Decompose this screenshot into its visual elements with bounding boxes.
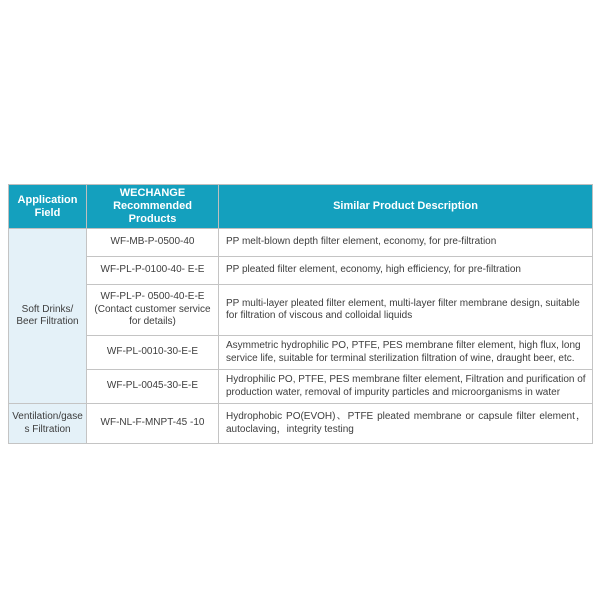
table-row bbox=[9, 257, 593, 285]
description-cell: Hydrophobic PO(EVOH)、PTFE pleated membrane or capsule filter element，autoclaving，integrity testing bbox=[219, 404, 593, 444]
product-code-cell: WF-MB-P-0500-40 bbox=[87, 229, 219, 257]
product-code-cell: WF-PL-P- 0500-40-E-E (Contact customer service for details) bbox=[87, 285, 219, 336]
product-code-cell: WF-PL-0010-30-E-E bbox=[87, 336, 219, 370]
table-row bbox=[9, 336, 593, 370]
description-cell: PP multi-layer pleated filter element, multi-layer filter membrane design, suitable for filtration of viscous and colloidal liquids bbox=[219, 285, 593, 336]
description-cell: PP pleated filter element, economy, high efficiency, for pre-filtration bbox=[219, 257, 593, 285]
description-cell: PP melt-blown depth filter element, economy, for pre-filtration bbox=[219, 229, 593, 257]
product-table bbox=[8, 184, 593, 444]
product-code-cell: WF-PL-P-0100-40- E-E bbox=[87, 257, 219, 285]
header-application-field: Application Field bbox=[9, 185, 87, 229]
description-cell: Asymmetric hydrophilic PO, PTFE, PES membrane filter element, high flux, long service life, suitable for terminal sterilization filtration of wine, draught beer, etc. bbox=[219, 336, 593, 370]
table-row bbox=[9, 370, 593, 404]
table-row bbox=[9, 229, 593, 257]
table-row bbox=[9, 285, 593, 336]
table-header-row bbox=[9, 185, 593, 229]
table-row bbox=[9, 404, 593, 444]
product-code-cell: WF-PL-0045-30-E-E bbox=[87, 370, 219, 404]
header-recommended-products: WECHANGE Recommended Products bbox=[87, 185, 219, 229]
application-field-cell: Ventilation/gase s Filtration bbox=[9, 404, 87, 444]
header-similar-product-description: Similar Product Description bbox=[219, 185, 593, 229]
description-cell: Hydrophilic PO, PTFE, PES membrane filter element, Filtration and purification of production water, removal of impurity particles and microorganisms in water bbox=[219, 370, 593, 404]
application-field-cell: Soft Drinks/ Beer Filtration bbox=[9, 229, 87, 404]
product-code-cell: WF-NL-F-MNPT-45 -10 bbox=[87, 404, 219, 444]
